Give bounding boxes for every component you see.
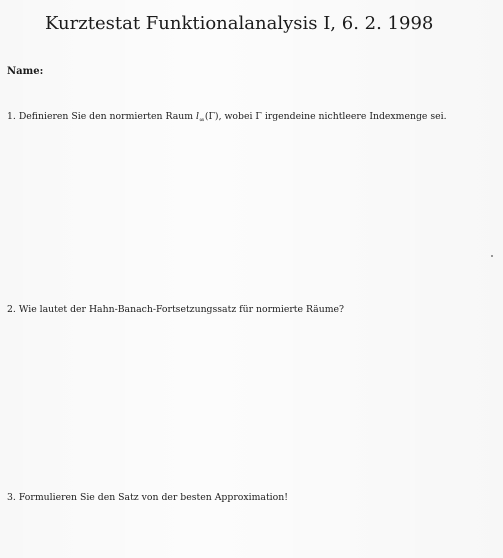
question-3: [7, 492, 288, 503]
math-subscript-infinity: ∞: [199, 115, 205, 124]
exam-title: Kurztestat Funktionalanalysis I, 6. 2. 1998: [45, 13, 434, 34]
question-1: [7, 111, 447, 124]
question-text-continued: , wobei Γ irgendeine nichtleere Indexmenge sei.: [218, 111, 447, 122]
math-argument: (Γ): [204, 111, 219, 122]
math-symbol-l: l: [196, 111, 199, 122]
question-number: 3.: [7, 492, 16, 503]
question-text: Definieren Sie den normierten Raum: [18, 111, 197, 122]
scan-speck: [491, 255, 493, 257]
question-number: 2.: [7, 304, 16, 315]
question-number: 1.: [7, 111, 16, 122]
question-2: [7, 304, 344, 315]
name-field-label: Name:: [7, 66, 44, 77]
question-text: Formulieren Sie den Satz von der besten Approximation!: [18, 492, 288, 503]
question-text: Wie lautet der Hahn-Banach-Fortsetzungssatz für normierte Räume?: [18, 304, 345, 315]
